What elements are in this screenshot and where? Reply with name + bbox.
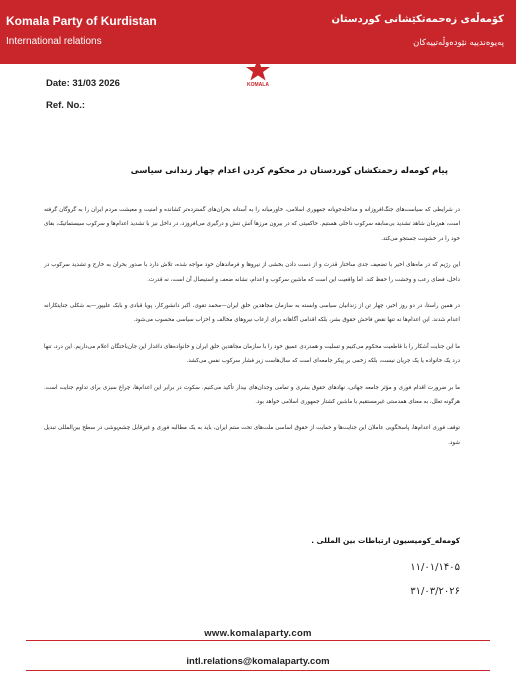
gregorian-date: ۳۱/۰۳/۲۰۲۶ bbox=[410, 586, 460, 597]
signature-line: کومه‌له_کومیسیون ارتباطات بین المللی . bbox=[311, 536, 460, 545]
footer-divider bbox=[26, 670, 490, 671]
department-kurdish: پەیوەندییە نێودەوڵەتییەکان bbox=[413, 38, 504, 48]
logo-wordmark: KOMALA bbox=[247, 82, 269, 88]
paragraph: ما بر ضرورت اقدام فوری و مؤثر جامعه جهانی، نهادهای حقوق بشری و تمامی وجدان‌های بیدار تأکید می‌کنیم. سکوت در برابر این اعدام‌ها، چراغ سبزی برای تداوم جنایت است. هرگونه تعلل، به معنای همدستی غیرمستقیم با ماشین کشتار جمهوری اسلامی خواهد بود. bbox=[44, 384, 460, 406]
document-title: پیام کومه‌له زحمتکشان کوردستان در محکوم کردن اعدام چهار زندانی سیاسی bbox=[130, 165, 448, 175]
paragraph: در همین راستا، در دو روز اخیر، چهار تن از زندانیان سیاسی وابسته به سازمان مجاهدین خلق ایران—محمد تقوی، اکبر دانشورکار، پویا قبادی و بابک علیپور—به شکلی جنایتکارانه اعدام شدند. این اعدام‌ها نه تنها نقض فاحش حقوق بشر، بلکه اقدامی آگاهانه برای ارعاب نیروهای مخالف و احزاب سیاسی محسوب می‌شود. bbox=[44, 303, 460, 324]
party-logo bbox=[230, 58, 286, 88]
hijri-date: ۱۱/۰۱/۱۴۰۵ bbox=[410, 562, 460, 573]
footer-email: intl.relations@komalaparty.com bbox=[186, 656, 330, 667]
letter-date: Date: 31/03 2026 bbox=[46, 78, 120, 89]
footer-website: www.komalaparty.com bbox=[204, 628, 312, 639]
department-en: International relations bbox=[6, 36, 102, 47]
paragraph: در شرایطی که سیاست‌های جنگ‌افروزانه و مداخله‌جویانه جمهوری اسلامی، خاورمیانه را به آستانه بحران‌های گسترده‌تر کشانده و امنیت و معیشت مردم ایران را به گروگان گرفته است، هم‌زمان شاهد تشدید بی‌سابقه سرکوب داخلی هستیم. حاکمیتی که در بیرون مرزها آتش تنش و درگیری می‌افروزد، در داخل نیز با تشدید اعدام‌ها و سرکوب سیستماتیک، بقای خود را در خشونت جستجو می‌کند. bbox=[44, 207, 460, 242]
reference-number: Ref. No.: bbox=[46, 100, 86, 111]
red-star-icon bbox=[240, 58, 276, 82]
org-name-kurdish: کۆمەڵەی زەحمەتکێشانی کوردستان bbox=[331, 14, 504, 25]
footer-divider bbox=[26, 640, 490, 641]
paragraph: این رژیم که در ماه‌های اخیر با تضعیف جدی ساختار قدرت و از دست دادن بخشی از نیروها و فرماندهان خود مواجه شده، تلاش دارد با صدور بحران به خارج و تشدید سرکوب در داخل، فضای رعب و وحشت را حفظ کند. اما واقعیت این است که ماشین سرکوب و اعدام، نشانه ضعف و استیصال آن است، نه قدرت. bbox=[44, 262, 460, 283]
letter-body bbox=[44, 203, 460, 462]
letterhead-banner bbox=[0, 0, 516, 64]
paragraph: توقف فوری اعدام‌ها، پاسخگویی عاملان این جنایت‌ها و حمایت از حقوق اساسی ملت‌های تحت ستم ایران، باید به یک مطالبه فوری و غیرقابل چشم‌پوشی در سطح بین‌المللی تبدیل شود. bbox=[44, 425, 460, 446]
org-name-en: Komala Party of Kurdistan bbox=[6, 14, 157, 28]
paragraph: ما این جنایت آشکار را با قاطعیت محکوم می‌کنیم و تسلیت و همدردی عمیق خود را با سازمان مجاهدین خلق ایران و خانواده‌های داغدار این جان‌باختگان اعلام می‌داریم. این درد، تنها درد یک خانواده یا یک جریان نیست، بلکه زخمی بر پیکر جامعه‌ای است که سال‌هاست زیر فشار سرکوب نفس می‌کشد. bbox=[44, 343, 460, 365]
